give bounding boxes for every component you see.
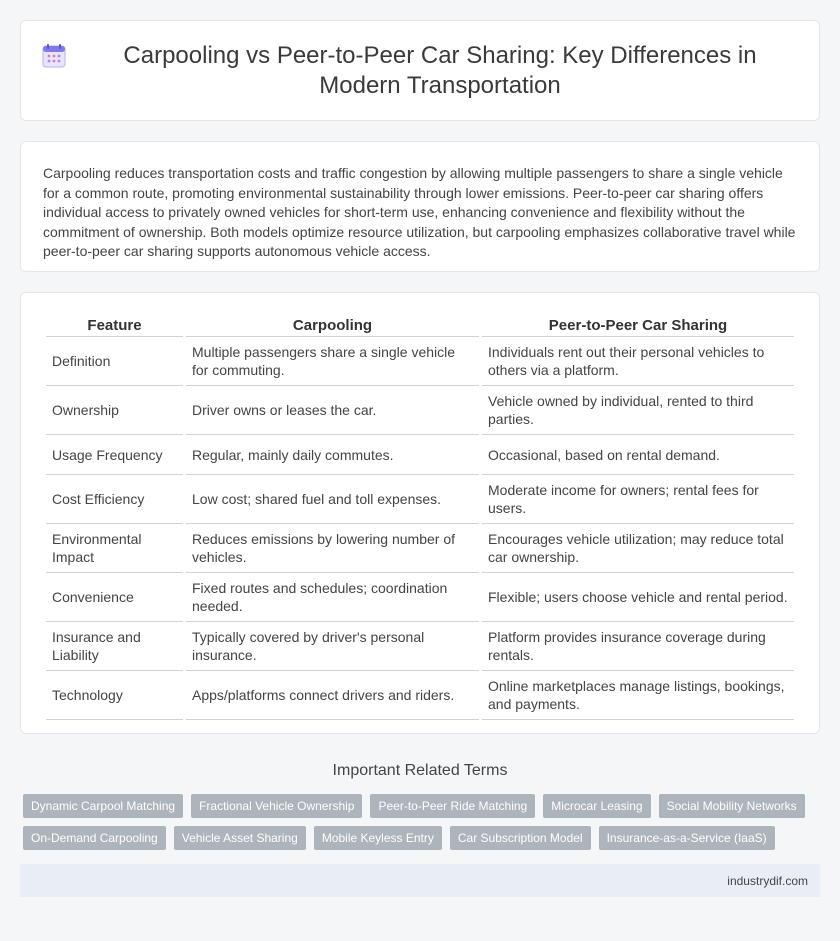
carpooling-cell: Typically covered by driver's personal insurance. [186,622,479,671]
term-tag[interactable]: Dynamic Carpool Matching [23,794,183,818]
comparison-table [43,313,797,720]
carpooling-cell: Multiple passengers share a single vehicle for commuting. [186,337,479,386]
p2p-cell: Occasional, based on rental demand. [482,435,794,475]
column-header-p2p: Peer-to-Peer Car Sharing [482,313,794,337]
table-row [46,622,794,671]
term-tag[interactable]: On-Demand Carpooling [23,826,166,850]
term-tag[interactable]: Microcar Leasing [543,794,650,818]
carpooling-cell: Fixed routes and schedules; coordination needed. [186,573,479,622]
table-row [46,671,794,720]
feature-cell: Convenience [46,573,183,622]
p2p-cell: Platform provides insurance coverage during rentals. [482,622,794,671]
table-row [46,337,794,386]
p2p-cell: Flexible; users choose vehicle and rental period. [482,573,794,622]
table-row [46,524,794,573]
related-terms-list [20,794,820,850]
feature-cell: Ownership [46,386,183,435]
feature-cell: Technology [46,671,183,720]
term-tag[interactable]: Insurance-as-a-Service (IaaS) [599,826,775,850]
p2p-cell: Online marketplaces manage listings, bookings, and payments. [482,671,794,720]
carpooling-cell: Low cost; shared fuel and toll expenses. [186,475,479,524]
term-tag[interactable]: Vehicle Asset Sharing [174,826,306,850]
calendar-icon [41,43,67,69]
footer-site-link[interactable]: industrydif.com [727,873,808,888]
term-tag[interactable]: Car Subscription Model [450,826,591,850]
feature-cell: Definition [46,337,183,386]
feature-cell: Usage Frequency [46,435,183,475]
p2p-cell: Individuals rent out their personal vehicles to others via a platform. [482,337,794,386]
carpooling-cell: Driver owns or leases the car. [186,386,479,435]
p2p-cell: Encourages vehicle utilization; may reduce total car ownership. [482,524,794,573]
page-header [20,20,820,121]
p2p-cell: Vehicle owned by individual, rented to third parties. [482,386,794,435]
feature-cell: Environmental Impact [46,524,183,573]
table-row [46,573,794,622]
carpooling-cell: Reduces emissions by lowering number of vehicles. [186,524,479,573]
term-tag[interactable]: Fractional Vehicle Ownership [191,794,362,818]
p2p-cell: Moderate income for owners; rental fees for users. [482,475,794,524]
carpooling-cell: Apps/platforms connect drivers and riders. [186,671,479,720]
table-row [46,435,794,475]
term-tag[interactable]: Peer-to-Peer Ride Matching [370,794,535,818]
footer [20,864,820,897]
column-header-carpooling: Carpooling [186,313,479,337]
term-tag[interactable]: Mobile Keyless Entry [314,826,442,850]
table-row [46,475,794,524]
feature-cell: Insurance and Liability [46,622,183,671]
intro-paragraph: Carpooling reduces transportation costs and traffic congestion by allowing multiple passengers to share a single vehicle for a common route, promoting environmental sustainability through lower emissions. Peer-to-peer car sharing offers individual access to privately owned vehicles for short-term use, enhancing convenience and flexibility without the commitment of ownership. Both models optimize resource utilization, but carpooling emphasizes collaborative travel while peer-to-peer car sharing supports autonomous vehicle access. [20,141,820,272]
page-title: Carpooling vs Peer-to-Peer Car Sharing: Key Differences in Modern Transportation [123,41,757,99]
table-row [46,386,794,435]
feature-cell: Cost Efficiency [46,475,183,524]
term-tag[interactable]: Social Mobility Networks [659,794,805,818]
column-header-feature: Feature [46,313,183,337]
carpooling-cell: Regular, mainly daily commutes. [186,435,479,475]
comparison-table-card [20,292,820,734]
related-terms-title: Important Related Terms [332,762,508,779]
